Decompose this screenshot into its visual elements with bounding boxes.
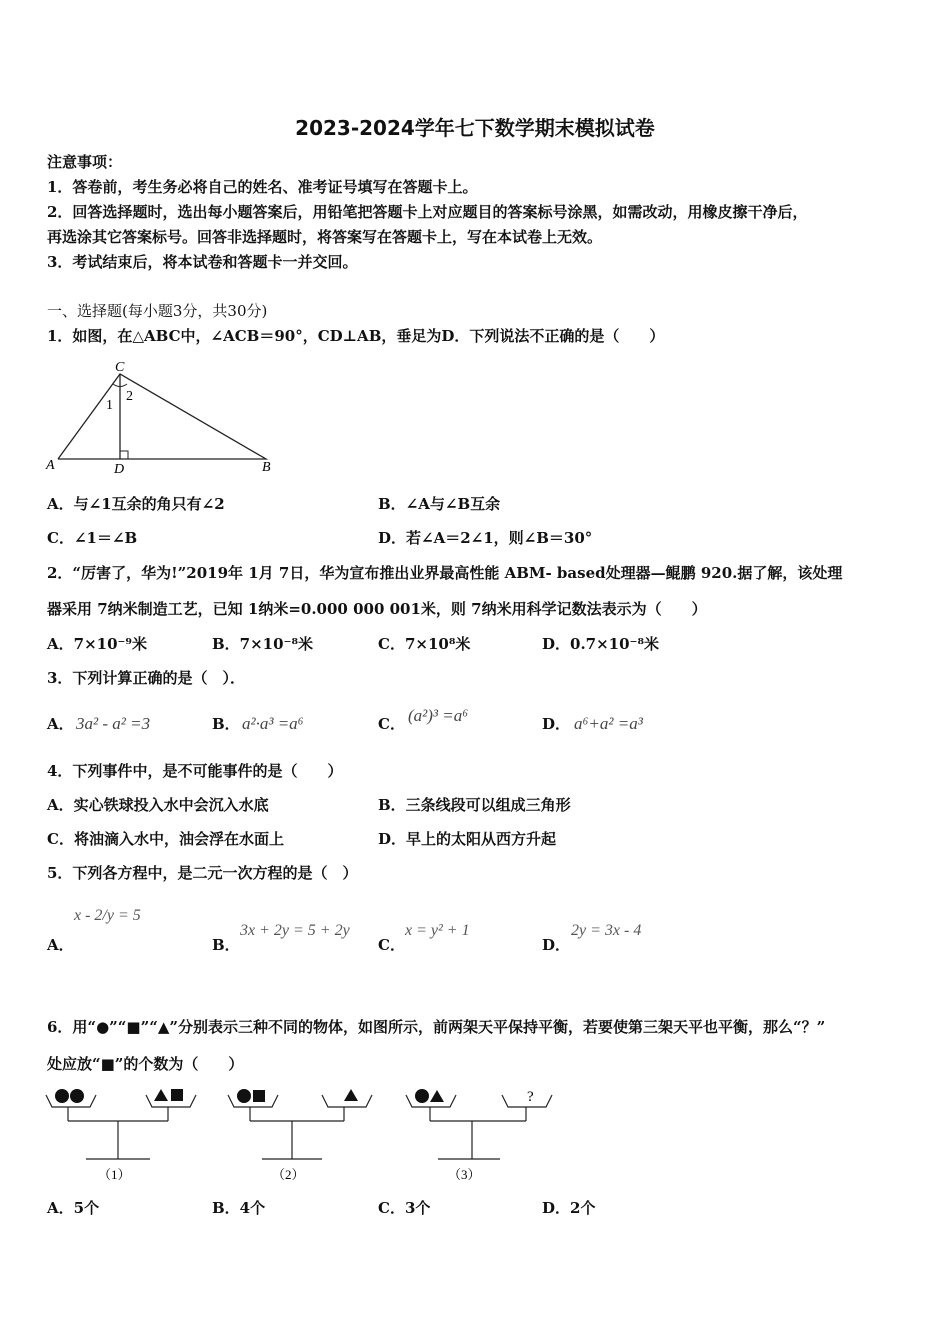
q4-option-c: C．将油滴入水中，油会浮在水面上 (47, 830, 284, 848)
q5-option-b-math: 3x + 2y = 5 + 2y (240, 922, 350, 939)
q5-option-a-letter: A． (47, 936, 74, 954)
q1-option-a: A．与∠1互余的角只有∠2 (47, 495, 225, 513)
q2-option-d: D．0.7×10⁻⁸米 (542, 635, 660, 653)
page-title: 2023-2024学年七下数学期末模拟试卷 (295, 116, 655, 140)
balance-scale-2 (228, 1089, 372, 1182)
q4-option-d: D．早上的太阳从西方升起 (378, 830, 557, 848)
label-a: A (46, 458, 55, 473)
triangle-icon (344, 1089, 358, 1101)
q3-option-d-math: a⁶+a² =a³ (574, 714, 643, 733)
balance-scale-1 (46, 1089, 196, 1182)
q5-option-d-letter: D． (542, 936, 571, 954)
q6-option-a: A．5个 (47, 1199, 100, 1217)
question-6-stem: 6．用“●”“■”“▲”分别表示三种不同的物体，如图所示，前两架天平保持平衡，若要使第三架天平也平衡，那么“？” (47, 1018, 826, 1036)
q5-option-a-math: x - 2/y = 5 (74, 907, 141, 924)
notice-item: 再选涂其它答案标号。回答非选择题时，将答案写在答题卡上，写在本试卷上无效。 (47, 228, 603, 246)
q3-option-b-letter: B． (212, 715, 240, 733)
q5-option-c-math: x = y² + 1 (405, 922, 470, 939)
circle-icon (55, 1089, 69, 1103)
q6-option-d: D．2个 (542, 1199, 596, 1217)
balance-scales-figure (40, 1083, 580, 1188)
scale-1-label: （1） (98, 1167, 131, 1182)
q3-option-b-math: a²·a³ =a⁶ (242, 714, 304, 733)
q5-option-c-letter: C． (378, 936, 405, 954)
scale-2-label: （2） (272, 1167, 305, 1182)
q6-option-c: C．3个 (378, 1199, 431, 1217)
notice-item: 2．回答选择题时，选出每小题答案后，用铅笔把答题卡上对应题目的答案标号涂黑，如需改动，用橡皮擦干净后， (47, 203, 808, 221)
triangle-icon (154, 1089, 168, 1101)
q1-option-b: B．∠A与∠B互余 (378, 495, 501, 513)
q3-option-a-math: 3a² - a² =3 (76, 714, 151, 733)
label-angle-1: 1 (106, 398, 113, 413)
q5-option-d-math: 2y = 3x - 4 (571, 922, 642, 939)
square-icon (171, 1089, 183, 1101)
question-5-stem: 5．下列各方程中，是二元一次方程的是（ ） (47, 864, 358, 882)
balance-scale-3 (406, 1089, 552, 1182)
question-1-stem: 1．如图，在△ABC中，∠ACB＝90°，CD⊥AB，垂足为D．下列说法不正确的是（ ） (47, 327, 665, 345)
question-4-stem: 4．下列事件中，是不可能事件的是（ ） (47, 762, 343, 780)
circle-icon (415, 1089, 429, 1103)
q1-option-d: D．若∠A＝2∠1，则∠B＝30° (378, 529, 593, 547)
label-angle-2: 2 (126, 389, 133, 404)
q3-option-c-letter: C． (378, 715, 405, 733)
q5-option-b-letter: B． (212, 936, 240, 954)
section-heading: 一、选择题(每小题3分，共30分) (47, 302, 268, 320)
question-6-stem-cont: 处应放“■”的个数为（ ） (47, 1055, 244, 1073)
question-2-stem: 2．“厉害了，华为!”2019年 1月 7日，华为宣布推出业界最高性能 ABM- based处理器—鲲鹏 920.据了解，该处理 (47, 564, 843, 582)
label-d: D (114, 462, 125, 477)
q2-option-b: B．7×10⁻⁸米 (212, 635, 314, 653)
circle-icon (237, 1089, 251, 1103)
q6-option-b: B．4个 (212, 1199, 266, 1217)
label-c: C (115, 360, 125, 375)
q4-option-b: B．三条线段可以组成三角形 (378, 796, 571, 814)
q2-option-c: C．7×10⁸米 (378, 635, 471, 653)
q1-option-c: C．∠1＝∠B (47, 529, 138, 547)
question-3-stem: 3．下列计算正确的是（ ）． (47, 669, 245, 687)
q4-option-a: A．实心铁球投入水中会沉入水底 (47, 796, 269, 814)
notice-item: 1．答卷前，考生务必将自己的姓名、准考证号填写在答题卡上。 (47, 178, 478, 196)
label-b: B (262, 460, 271, 475)
triangle-figure (40, 355, 280, 480)
q3-option-a-letter: A． (47, 715, 74, 733)
q3-option-d-letter: D． (542, 715, 571, 733)
triangle-icon (430, 1090, 444, 1102)
scale-3-label: （3） (448, 1167, 481, 1182)
question-mark: ? (527, 1089, 534, 1105)
circle-icon (70, 1089, 84, 1103)
notice-item: 3．考试结束后，将本试卷和答题卡一并交回。 (47, 253, 358, 271)
notice-heading: 注意事项： (47, 153, 123, 171)
q3-option-c-math: (a²)³ =a⁶ (408, 706, 469, 725)
question-2-stem-cont: 器采用 7纳米制造工艺，已知 1纳米=0.000 000 001米，则 7纳米用科学记数法表示为（ ） (47, 600, 707, 618)
q2-option-a: A．7×10⁻⁹米 (47, 635, 148, 653)
square-icon (253, 1090, 265, 1102)
